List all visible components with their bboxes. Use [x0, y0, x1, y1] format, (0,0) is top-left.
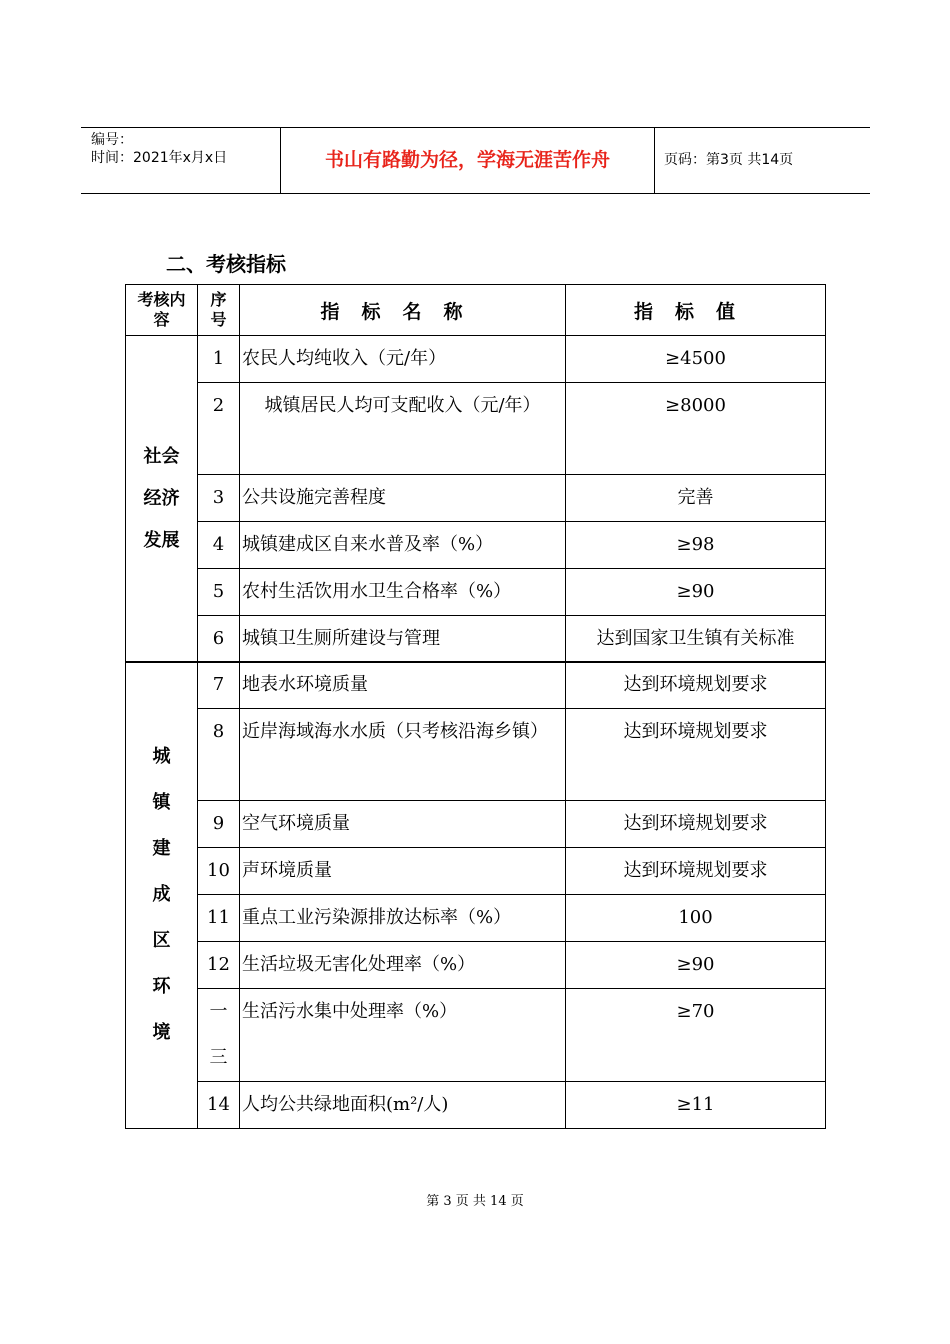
row-seq: 14 [198, 1082, 240, 1129]
row-seq: 6 [198, 616, 240, 663]
row-value: ≥11 [566, 1082, 826, 1129]
row-value: ≥90 [566, 569, 826, 616]
table-row [126, 989, 826, 1082]
row-seq: 8 [198, 709, 240, 801]
row-name: 城镇居民人均可支配收入（元/年） [240, 383, 566, 475]
number-label: 编号： [91, 132, 133, 148]
row-name: 城镇卫生厕所建设与管理 [240, 616, 566, 663]
table-row [126, 848, 826, 895]
row-name: 生活垃圾无害化处理率（%） [240, 942, 566, 989]
table-row [126, 895, 826, 942]
row-seq: 3 [198, 475, 240, 522]
row-value: 达到环境规划要求 [566, 662, 826, 709]
table-row [126, 801, 826, 848]
table-header-row [126, 285, 826, 336]
row-name: 重点工业污染源排放达标率（%） [240, 895, 566, 942]
row-value: 完善 [566, 475, 826, 522]
row-seq: 5 [198, 569, 240, 616]
table-row [126, 1082, 826, 1129]
row-value: ≥8000 [566, 383, 826, 475]
row-seq: 9 [198, 801, 240, 848]
row-seq: 10 [198, 848, 240, 895]
row-name: 农村生活饮用水卫生合格率（%） [240, 569, 566, 616]
row-seq: 12 [198, 942, 240, 989]
indicator-table [125, 284, 826, 663]
category-urban-environment: 城镇建成区环境 [126, 662, 198, 1129]
category-socio-economic: 社会经济发展 [126, 336, 198, 663]
row-seq: 2 [198, 383, 240, 475]
table-row [126, 709, 826, 801]
row-name: 农民人均纯收入（元/年） [240, 336, 566, 383]
section-title: 二、考核指标 [166, 252, 286, 276]
header-category: 考核内容 [126, 285, 198, 336]
table-row [126, 616, 826, 663]
indicator-table-part2 [125, 661, 826, 1129]
header-page-info: 页码：第3页 共14页 [664, 152, 794, 168]
table-row [126, 336, 826, 383]
row-name: 声环境质量 [240, 848, 566, 895]
row-seq: 一三 [198, 989, 240, 1082]
row-value: 达到国家卫生镇有关标准 [566, 616, 826, 663]
row-name: 近岸海域海水水质（只考核沿海乡镇） [240, 709, 566, 801]
header-name: 指标名称 [240, 285, 566, 336]
header-meta [81, 128, 281, 193]
row-seq: 7 [198, 662, 240, 709]
row-value: 达到环境规划要求 [566, 709, 826, 801]
table-row [126, 569, 826, 616]
table-row [126, 942, 826, 989]
row-value: 达到环境规划要求 [566, 801, 826, 848]
header-value: 指标值 [566, 285, 826, 336]
time-label: 时间：2021年x月x日 [91, 150, 228, 166]
row-value: 达到环境规划要求 [566, 848, 826, 895]
row-value: 100 [566, 895, 826, 942]
row-name: 人均公共绿地面积(m²/人) [240, 1082, 566, 1129]
row-value: ≥90 [566, 942, 826, 989]
row-name: 公共设施完善程度 [240, 475, 566, 522]
header-seq: 序号 [198, 285, 240, 336]
header-motto: 书山有路勤为径，学海无涯苦作舟 [281, 128, 655, 193]
row-seq: 11 [198, 895, 240, 942]
table-row [126, 475, 826, 522]
row-value: ≥4500 [566, 336, 826, 383]
page-footer: 第 3 页 共 14 页 [426, 1194, 524, 1209]
row-name: 空气环境质量 [240, 801, 566, 848]
row-value: ≥98 [566, 522, 826, 569]
table-row [126, 522, 826, 569]
row-seq: 4 [198, 522, 240, 569]
row-name: 地表水环境质量 [240, 662, 566, 709]
row-name: 城镇建成区自来水普及率（%） [240, 522, 566, 569]
page-header [81, 127, 870, 194]
row-value: ≥70 [566, 989, 826, 1082]
table-row [126, 662, 826, 709]
row-name: 生活污水集中处理率（%） [240, 989, 566, 1082]
row-seq: 1 [198, 336, 240, 383]
table-row [126, 383, 826, 475]
